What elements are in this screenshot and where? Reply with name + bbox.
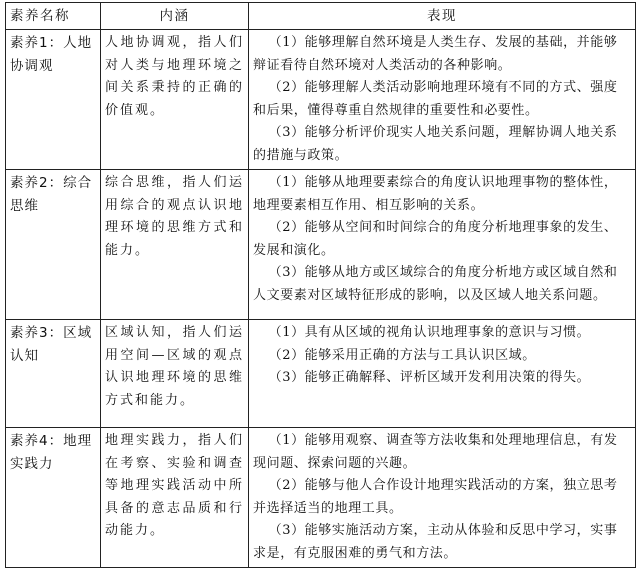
performance-item: （3）能够从地方或区域综合的角度分析地方或区域自然和人文要素对区域特征形成的影响，以及区域人地关系问题。 — [253, 265, 618, 303]
table-row — [6, 428, 636, 568]
literacy-name: 素养3：区域认知 — [6, 320, 101, 428]
literacy-table-container — [5, 2, 635, 568]
performance-item: （3）能够实施活动方案，主动从体验和反思中学习，实事求是，有克服困难的勇气和方法。 — [253, 523, 618, 561]
literacy-name: 素养1：人地协调观 — [6, 30, 101, 170]
performance-item: （1）具有从区域的视角认识地理事象的意识与习惯。 — [268, 325, 591, 340]
header-name: 素养名称 — [6, 3, 101, 30]
literacy-performance — [249, 428, 636, 568]
literacy-performance — [249, 170, 636, 320]
header-row — [6, 3, 636, 30]
table-row — [6, 30, 636, 170]
performance-item: （3）能够分析评价现实人地关系问题，理解协调人地关系的措施与政策。 — [253, 125, 618, 163]
geography-literacy-table — [5, 2, 636, 568]
literacy-meaning: 综合思维，指人们运用综合的观点认识地理环境的思维方式和能力。 — [101, 170, 249, 320]
performance-item: （2）能够理解人类活动影响地理环境有不同的方式、强度和后果，懂得尊重自然规律的重要性和必要性。 — [253, 80, 618, 118]
literacy-name: 素养2：综合思维 — [6, 170, 101, 320]
performance-item: （2）能够从空间和时间综合的角度分析地理事象的发生、发展和演化。 — [253, 220, 618, 258]
performance-item: （1）能够用观察、调查等方法收集和处理地理信息，有发现问题、探索问题的兴趣。 — [253, 433, 618, 471]
header-performance: 表现 — [249, 3, 636, 30]
header-meaning: 内涵 — [101, 3, 249, 30]
performance-item: （1）能够理解自然环境是人类生存、发展的基础，并能够辩证看待自然环境对人类活动的各种影响。 — [253, 35, 618, 73]
literacy-performance — [249, 320, 636, 428]
literacy-performance — [249, 30, 636, 170]
literacy-meaning: 人地协调观，指人们对人类与地理环境之间关系秉持的正确的价值观。 — [101, 30, 249, 170]
table-row — [6, 320, 636, 428]
performance-item: （2）能够采用正确的方法与工具认识区域。 — [268, 347, 536, 363]
literacy-meaning: 地理实践力，指人们在考察、实验和调查等地理实践活动中所具备的意志品质和行动能力。 — [101, 428, 249, 568]
performance-item: （2）能够与他人合作设计地理实践活动的方案，独立思考并选择适当的地理工具。 — [253, 478, 618, 516]
literacy-meaning: 区域认知，指人们运用空间—区域的观点认识地理环境的思维方式和能力。 — [101, 320, 249, 428]
performance-item: （3）能够正确解释、评析区域开发利用决策的得失。 — [268, 370, 591, 385]
literacy-name: 素养4：地理实践力 — [6, 428, 101, 568]
table-row — [6, 170, 636, 320]
performance-item: （1）能够从地理要素综合的角度认识地理事物的整体性，地理要素相互作用、相互影响的关系。 — [253, 175, 618, 213]
